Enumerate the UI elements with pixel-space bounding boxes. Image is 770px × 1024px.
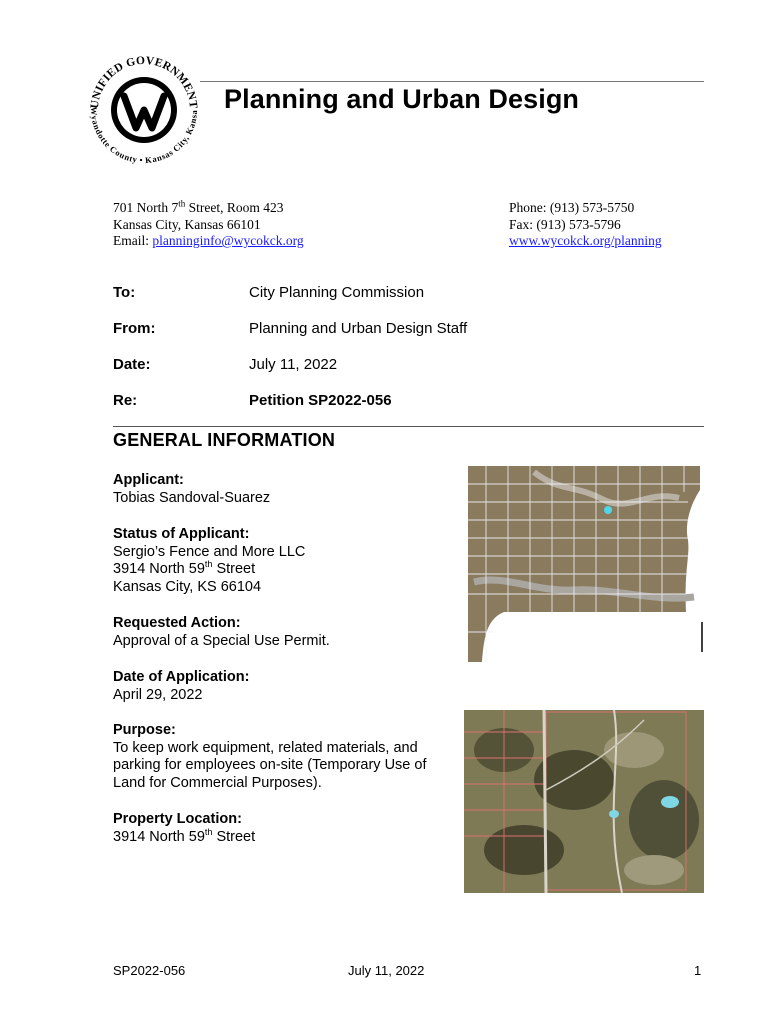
location-label: Property Location: xyxy=(113,811,242,827)
status-street: 3914 North 59th Street xyxy=(113,559,256,577)
action-block xyxy=(113,615,330,650)
page-number: 1 xyxy=(694,963,702,978)
section-title: GENERAL INFORMATION xyxy=(113,430,336,450)
email-link[interactable]: planninginfo@wycokck.org xyxy=(152,233,304,248)
action-label: Requested Action: xyxy=(113,615,241,631)
purpose-label: Purpose: xyxy=(113,722,176,738)
department-title: Planning and Urban Design xyxy=(224,84,580,114)
status-block xyxy=(113,526,305,596)
status-city: Kansas City, KS 66104 xyxy=(113,578,262,595)
action-value: Approval of a Special Use Permit. xyxy=(113,632,330,649)
purpose-line-1: To keep work equipment, related materials, and xyxy=(113,739,418,756)
address-right xyxy=(509,200,662,250)
date-value: July 11, 2022 xyxy=(249,356,338,373)
status-label: Status of Applicant: xyxy=(113,526,250,542)
website-link[interactable]: www.wycokck.org/planning xyxy=(509,233,662,248)
application-date-value: April 29, 2022 xyxy=(113,686,203,703)
purpose-line-2: parking for employees on-site (Temporary Use of xyxy=(113,757,427,773)
status-company: Sergio’s Fence and More LLC xyxy=(113,543,306,560)
city-state-zip: Kansas City, Kansas 66101 xyxy=(113,216,261,232)
from-label: From: xyxy=(113,320,156,337)
location-block xyxy=(113,811,255,846)
from-value: Planning and Urban Design Staff xyxy=(249,320,468,337)
to-value: City Planning Commission xyxy=(249,284,425,301)
date-label: Date: xyxy=(113,356,151,373)
application-date-label: Date of Application: xyxy=(113,669,250,685)
applicant-label: Applicant: xyxy=(113,472,184,488)
applicant-block xyxy=(113,472,270,507)
footer-petition-number: SP2022-056 xyxy=(113,963,186,978)
header-rule xyxy=(200,81,704,82)
fax-number: Fax: (913) 573-5796 xyxy=(509,216,621,232)
seal-arc-bottom: Wyandotte County • Kansas City, Kansa xyxy=(88,106,200,166)
footer-date: July 11, 2022 xyxy=(348,963,425,978)
re-label: Re: xyxy=(113,392,138,409)
purpose-line-3: Land for Commercial Purposes). xyxy=(113,774,322,791)
section-rule xyxy=(113,426,704,427)
to-label: To: xyxy=(113,284,136,301)
phone-number: Phone: (913) 573-5750 xyxy=(509,200,635,215)
seal-arc-top: UNIFIED GOVERNMENT xyxy=(88,54,200,110)
aerial-site-image xyxy=(464,710,704,893)
unified-government-seal xyxy=(84,48,204,168)
re-value: Petition SP2022-056 xyxy=(249,392,392,409)
email-line: Email: planninginfo@wycokck.org xyxy=(113,233,304,248)
purpose-block xyxy=(113,722,427,792)
location-value: 3914 North 59th Street xyxy=(113,826,256,845)
address-left xyxy=(113,200,304,250)
application-date-block xyxy=(113,669,249,704)
street-address: 701 North 7th Street, Room 423 xyxy=(113,198,284,215)
area-map-image xyxy=(464,462,704,670)
applicant-value: Tobias Sandoval-Suarez xyxy=(113,489,271,506)
